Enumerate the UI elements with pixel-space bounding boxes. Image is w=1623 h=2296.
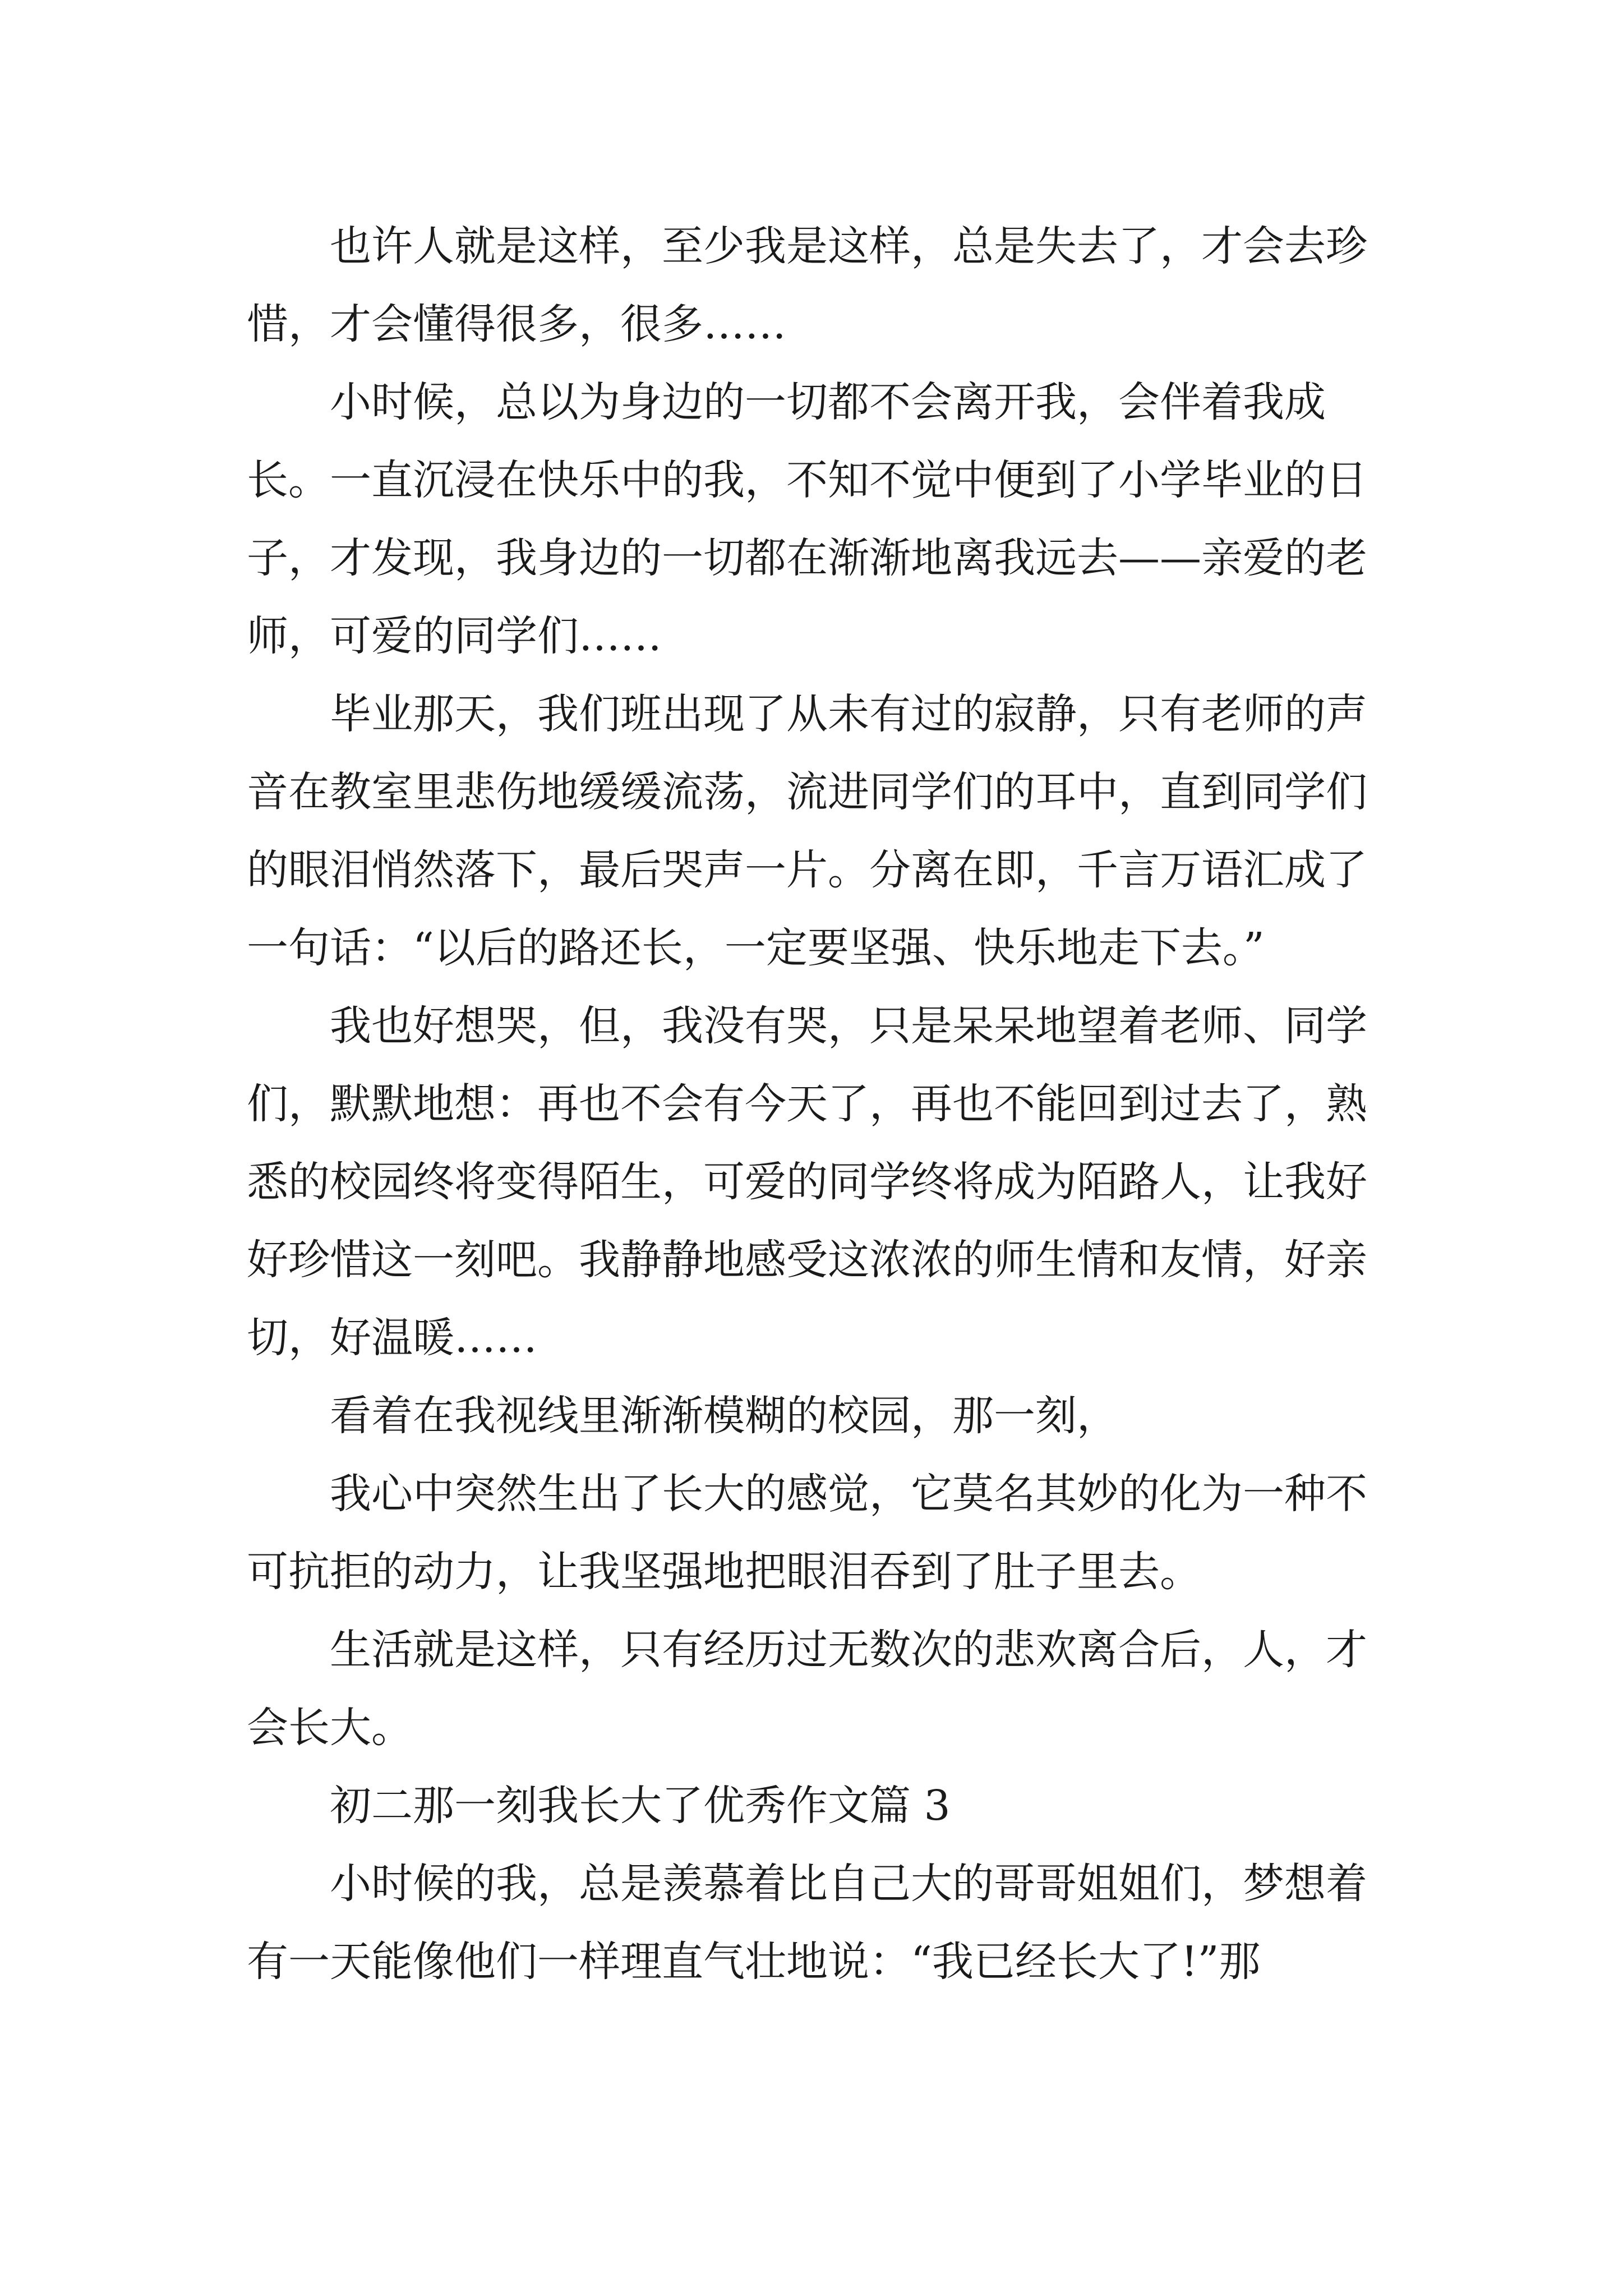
paragraph-4: 我也好想哭，但，我没有哭，只是呆呆地望着老师、同学们，默默地想：再也不会有今天了，再也不能回到过去了，熟悉的校园终将变得陌生，可爱的同学终将成为陌路人，让我好好珍惜这一刻吧。我静静地感受这浓浓的师生情和友情，好亲切，好温暖…… xyxy=(247,1002,1367,1362)
essay-body xyxy=(247,208,1391,2001)
paragraph-7: 生活就是这样，只有经历过无数次的悲欢离合后，人，才会长大。 xyxy=(247,1626,1367,1752)
paragraph-3: 毕业那天，我们班出现了从未有过的寂静，只有老师的声音在教室里悲伤地缓缓流荡，流进同学们的耳中，直到同学们的眼泪悄然落下，最后哭声一片。分离在即，千言万语汇成了一句话：“以后的路还长，一定要坚强、快乐地走下去。” xyxy=(247,690,1367,972)
paragraph-6: 我心中突然生出了长大的感觉，它莫名其妙的化为一种不可抗拒的动力，让我坚强地把眼泪吞到了肚子里去。 xyxy=(247,1470,1367,1596)
paragraph-5: 看着在我视线里渐渐模糊的校园，那一刻， xyxy=(330,1392,1118,1440)
paragraph-8: 小时候的我，总是羡慕着比自己大的哥哥姐姐们，梦想着有一天能像他们一样理直气壮地说：“我已经长大了!”那 xyxy=(247,1860,1367,1986)
section-heading: 初二那一刻我长大了优秀作文篇 3 xyxy=(330,1782,951,1830)
paragraph-1: 也许人就是这样，至少我是这样，总是失去了，才会去珍惜，才会懂得很多，很多…… xyxy=(247,222,1367,348)
paragraph-2: 小时候，总以为身边的一切都不会离开我，会伴着我成长。一直沉浸在快乐中的我，不知不觉中便到了小学毕业的日子，才发现，我身边的一切都在渐渐地离我远去——亲爱的老师，可爱的同学们…… xyxy=(247,378,1367,660)
